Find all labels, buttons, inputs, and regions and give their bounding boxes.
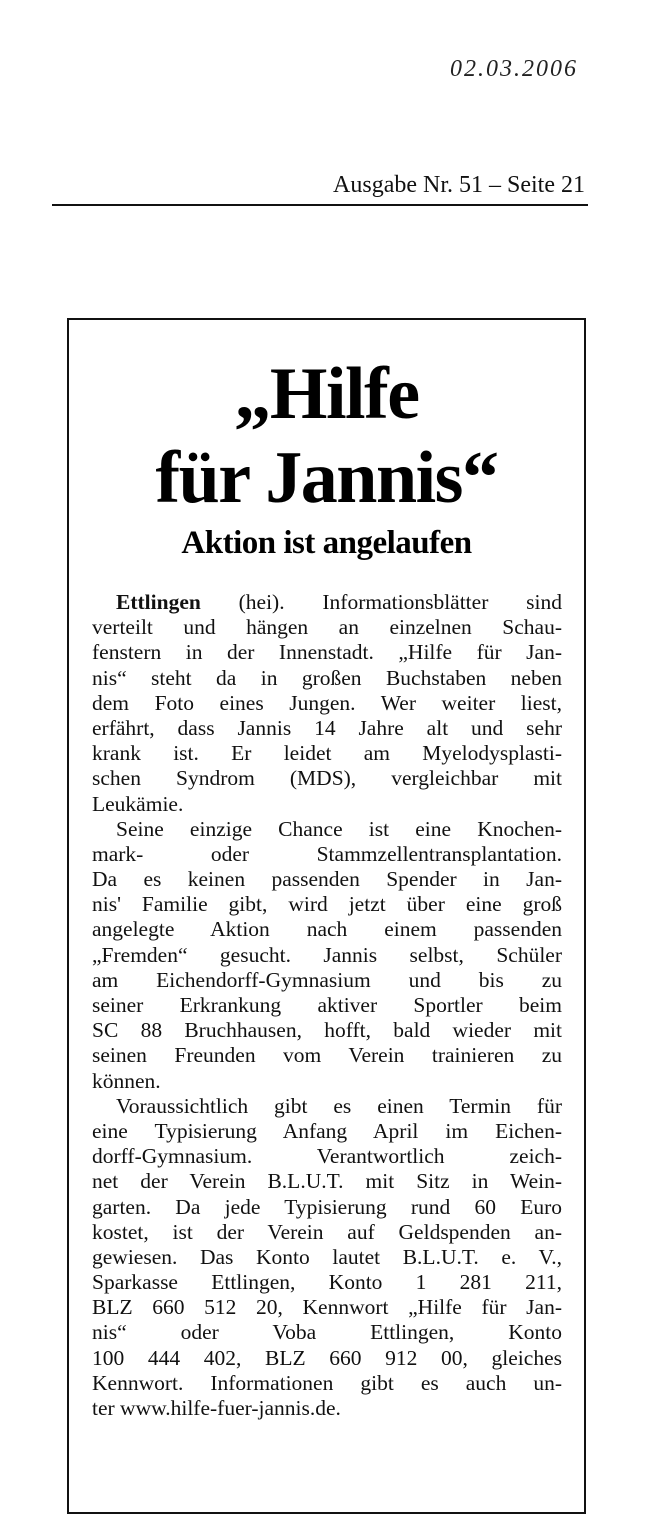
article-text-line: erfährt, dass Jannis 14 Jahre alt und sehr	[92, 715, 562, 740]
article-headline	[69, 352, 584, 520]
article-text-line: verteilt und hängen an einzelnen Schau-	[92, 615, 562, 640]
article-text-line: 100 444 402, BLZ 660 912 00, gleiches	[92, 1345, 562, 1370]
handwritten-date-stamp: 02.03.2006	[450, 56, 578, 82]
header-rule	[52, 204, 588, 206]
article-text-line: seiner Erkrankung aktiver Sportler beim	[92, 993, 562, 1017]
article-text-line: schen Syndrom (MDS), vergleichbar mit	[92, 766, 562, 791]
article-text-line: SC 88 Bruchhausen, hofft, bald wieder mit	[92, 1018, 562, 1043]
article-text-line: krank ist. Er leidet am Myelodysplasti-	[92, 741, 562, 766]
article-text-line: kostet, ist der Verein auf Geldspenden an-	[92, 1219, 562, 1244]
article-text-line: angelegte Aktion nach einem passenden	[92, 917, 562, 942]
article-text-line: dorff-Gymnasium. Verantwortlich zeich-	[92, 1144, 562, 1169]
article-text-line: können.	[92, 1068, 161, 1093]
article-paragraph	[92, 1094, 562, 1421]
article-text-line: mark- oder Stammzellentransplantation.	[92, 841, 562, 866]
headline-line-1: „Hilfe	[234, 353, 419, 435]
article-text-line: am Eichendorff-Gymnasium und bis zu	[92, 967, 562, 992]
article-text-line: Da es keinen passenden Spender in Jan-	[92, 867, 562, 892]
article-text-line: Sparkasse Ettlingen, Konto 1 281 211,	[92, 1270, 562, 1295]
article-text-line: dem Foto eines Jungen. Wer weiter liest,	[92, 690, 562, 715]
article-text-line: eine Typisierung Anfang April im Eichen-	[92, 1118, 562, 1143]
article-text-line: garten. Da jede Typisierung rund 60 Euro	[92, 1194, 562, 1219]
article-paragraph	[92, 817, 562, 1094]
issue-page-reference: Ausgabe Nr. 51 – Seite 21	[333, 172, 585, 198]
article-body	[92, 590, 562, 1421]
article-text-line: Kennwort. Informationen gibt es auch un-	[92, 1370, 562, 1395]
article-text-line: Leukämie.	[92, 791, 184, 816]
article-paragraph	[92, 590, 562, 817]
article-text-line: Voraussichtlich gibt es einen Termin für	[116, 1093, 562, 1118]
article-text-line: nis' Familie gibt, wird jetzt über eine groß	[92, 892, 562, 917]
article-text-line: gewiesen. Das Konto lautet B.L.U.T. e. V.,	[92, 1244, 562, 1269]
article-text-line: ter www.hilfe-fuer-jannis.de.	[92, 1396, 341, 1420]
article-text-line: „Fremden“ gesucht. Jannis selbst, Schüler	[92, 942, 562, 967]
headline-line-2: für Jannis“	[155, 437, 498, 519]
article-text-line: fenstern in der Innenstadt. „Hilfe für Jan-	[92, 640, 562, 665]
article-text-line: Seine einzige Chance ist eine Knochen-	[116, 816, 562, 841]
article-text-line: BLZ 660 512 20, Kennwort „Hilfe für Jan-	[92, 1295, 562, 1320]
article-text-line: seinen Freunden vom Verein trainieren zu	[92, 1043, 562, 1068]
article-dateline: Ettlingen	[116, 590, 201, 614]
article-subheadline: Aktion ist angelaufen	[181, 525, 472, 561]
article-text-line: nis“ oder Voba Ettlingen, Konto	[92, 1320, 562, 1345]
article-text-line: net der Verein B.L.U.T. mit Sitz in Wein-	[92, 1169, 562, 1194]
article-text-line: nis“ steht da in großen Buchstaben neben	[92, 665, 562, 690]
article-text-line: Ettlingen (hei). Informationsblätter sind	[116, 590, 562, 614]
